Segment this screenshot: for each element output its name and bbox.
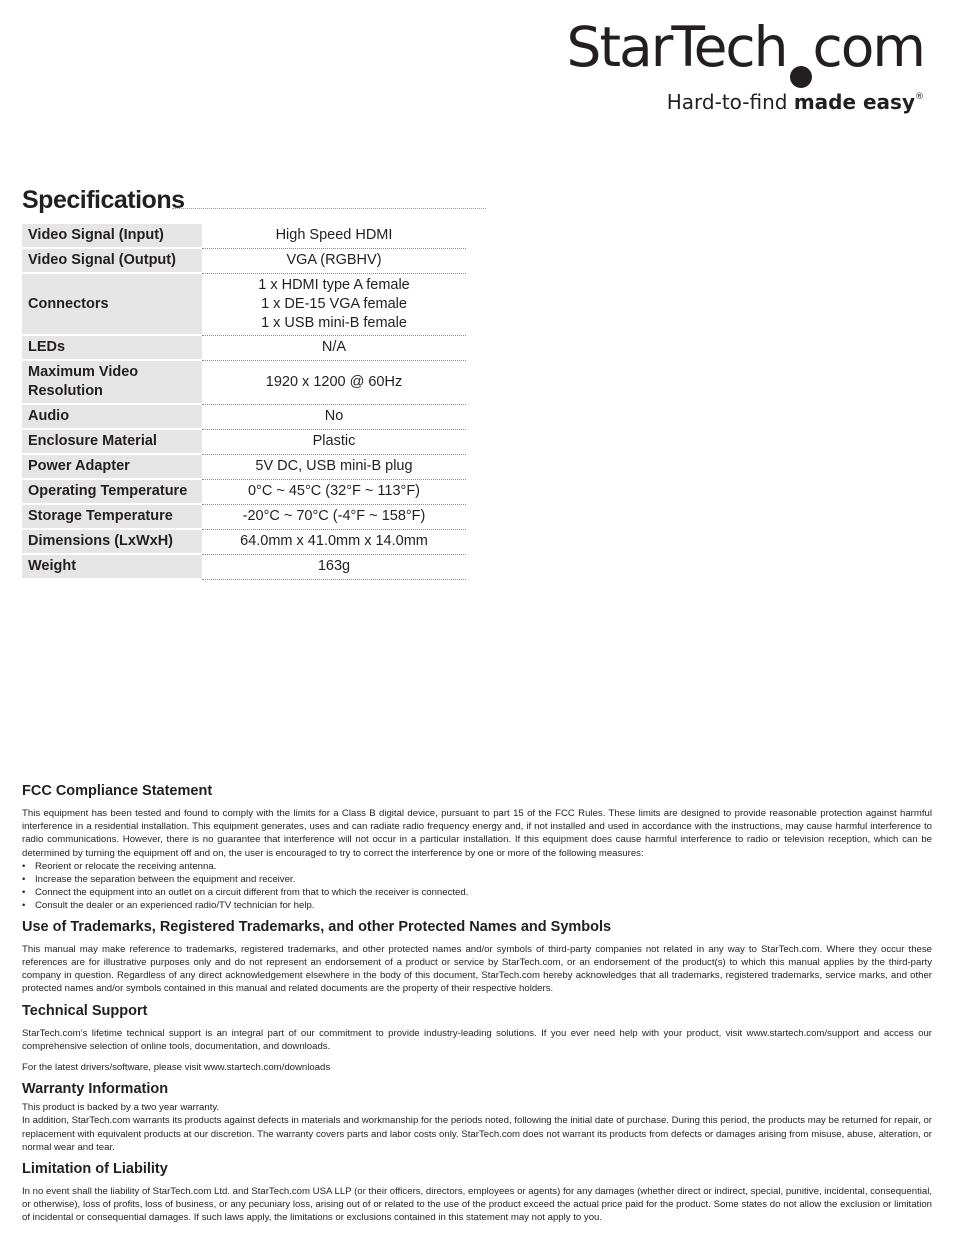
spec-row xyxy=(22,454,466,479)
spec-value: 0°C ~ 45°C (32°F ~ 113°F) xyxy=(202,479,466,504)
support-body: StarTech.com’s lifetime technical support is an integral part of our commitment to provide industry-leading solutions. If you ever need help with your product, visit www.startech.com/support and access our comprehensive selection of online tools, documentation, and downloads. xyxy=(22,1027,932,1052)
spec-row xyxy=(22,429,466,454)
warranty-line: This product is backed by a two year warranty. xyxy=(22,1102,220,1114)
support-heading: Technical Support xyxy=(22,1002,148,1019)
spec-row xyxy=(22,335,466,360)
spec-row xyxy=(22,360,466,404)
fcc-heading: FCC Compliance Statement xyxy=(22,783,213,799)
spec-label: Connectors xyxy=(22,273,202,335)
specifications-title: Specifications xyxy=(22,186,185,214)
specifications-divider xyxy=(172,208,486,209)
spec-label-line: Maximum Video xyxy=(28,364,139,380)
trademarks-body: This manual may make reference to trademarks, registered trademarks, and other protected names and/or symbols of third-party companies not related in any way to StarTech.com. Where they occur these references are for illustrative purposes only and do not represent an endorsement of a product or service by StarTech.com, or an endorsement of the product(s) to which this manual applies by the third-party company in question. Regardless of any direct acknowledgement elsewhere in the body of this document, StarTech.com hereby acknowledges that all trademarks, registered trademarks, service marks, and other protected names and/or symbols contained in this manual and related documents are the property of their respective holders. xyxy=(22,943,932,995)
spec-label: Weight xyxy=(22,554,202,579)
spec-label: Storage Temperature xyxy=(22,504,202,529)
spec-row xyxy=(22,479,466,504)
spec-row xyxy=(22,504,466,529)
spec-value: 163g xyxy=(202,554,466,579)
tagline-plain: Hard-to-find xyxy=(666,90,794,114)
support-drivers: For the latest drivers/software, please visit www.startech.com/downloads xyxy=(22,1062,331,1074)
spec-value: High Speed HDMI xyxy=(202,224,466,248)
list-item: • Increase the separation between the equipment and receiver. xyxy=(22,873,932,886)
warranty-body: In addition, StarTech.com warrants its products against defects in materials and workmanship for the periods noted, following the initial date of purchase. During this period, the products may be returned for repair, or replacement with equivalent products at our discretion. The warranty covers parts and labor costs only. StarTech.com does not warrant its products from defects or damages arising from misuse, abuse, alteration, or normal wear and tear. xyxy=(22,1115,932,1153)
spec-row xyxy=(22,404,466,429)
logo-tagline xyxy=(667,90,924,114)
liability-body: In no event shall the liability of StarTech.com Ltd. and StarTech.com USA LLP (or their officers, directors, employees or agents) for any damages (whether direct or indirect, special, punitive, incidental, consequential, or otherwise), loss of profits, loss of business, or any pecuniary loss, arising out of or related to the use of the product exceed the actual price paid for the product. Some states do not allow the exclusion or limitation of incidental or consequential damages. If such laws apply, the limitations or exclusions contained in this statement may not apply to you. xyxy=(22,1186,932,1224)
logo-wordmark xyxy=(567,14,924,80)
spec-label: Power Adapter xyxy=(22,454,202,479)
spec-row xyxy=(22,554,466,579)
spec-value: Plastic xyxy=(202,429,466,454)
spec-value: N/A xyxy=(202,335,466,360)
trademarks-section xyxy=(22,918,932,996)
support-section xyxy=(22,1002,932,1075)
spec-row xyxy=(22,224,466,248)
fcc-section xyxy=(22,782,932,912)
spec-value: 1920 x 1200 @ 60Hz xyxy=(202,360,466,404)
spec-value: 5V DC, USB mini-B plug xyxy=(202,454,466,479)
tagline-bold: made easy xyxy=(793,90,915,114)
fcc-body: This equipment has been tested and found to comply with the limits for a Class B digital device, pursuant to part 15 of the FCC Rules. These limits are designed to provide reasonable protection against harmful interference in a residential installation. This equipment generates, uses and can radiate radio frequency energy and, if not installed and used in accordance with the instructions, may cause harmful interference to radio communications. However, there is no guarantee that interference will not occur in a particular installation. If this equipment does cause harmful interference to radio or television reception, which can be determined by turning the equipment off and on, the user is encouraged to try to correct the interference by one or more of the following measures: xyxy=(22,808,932,859)
spec-value: No xyxy=(202,404,466,429)
list-item: • Connect the equipment into an outlet on a circuit different from that to which the receiver is connected. xyxy=(22,886,932,899)
liability-section xyxy=(22,1160,932,1225)
spec-row xyxy=(22,273,466,335)
warranty-heading: Warranty Information xyxy=(22,1081,169,1098)
spec-label: Dimensions (LxWxH) xyxy=(22,529,202,554)
spec-label: Video Signal (Output) xyxy=(22,248,202,273)
list-item: • Reorient or relocate the receiving antenna. xyxy=(22,860,932,873)
liability-heading: Limitation of Liability xyxy=(22,1161,168,1178)
spec-label: Enclosure Material xyxy=(22,429,202,454)
spec-value-line: 1 x DE-15 VGA female xyxy=(261,295,407,312)
spec-row xyxy=(22,529,466,554)
spec-row xyxy=(22,248,466,273)
logo-name-part1: StarTech xyxy=(566,15,787,79)
registered-mark: ® xyxy=(915,92,924,102)
spec-label: Video Signal (Input) xyxy=(22,224,202,248)
spec-value-line: 1 x HDMI type A female xyxy=(258,276,410,293)
spec-label: Audio xyxy=(22,404,202,429)
spec-value: -20°C ~ 70°C (-4°F ~ 158°F) xyxy=(202,504,466,529)
spec-label: LEDs xyxy=(22,335,202,360)
fcc-measures-list xyxy=(22,860,932,912)
spec-label-line: Resolution xyxy=(28,383,103,399)
list-item: • Consult the dealer or an experienced radio/TV technician for help. xyxy=(22,899,932,912)
startech-logo xyxy=(566,14,924,124)
spec-label: Operating Temperature xyxy=(22,479,202,504)
logo-dot-icon xyxy=(790,66,812,88)
specifications-table xyxy=(22,224,466,580)
spec-label xyxy=(22,360,202,404)
spec-value: VGA (RGBHV) xyxy=(202,248,466,273)
warranty-section xyxy=(22,1080,932,1154)
spec-value xyxy=(202,273,466,335)
spec-value: 64.0mm x 41.0mm x 14.0mm xyxy=(202,529,466,554)
legal-section xyxy=(22,782,932,1231)
logo-name-part2: com xyxy=(812,15,924,79)
trademarks-heading: Use of Trademarks, Registered Trademarks, and other Protected Names and Symbols xyxy=(22,918,612,935)
spec-value-line: 1 x USB mini-B female xyxy=(261,314,407,331)
